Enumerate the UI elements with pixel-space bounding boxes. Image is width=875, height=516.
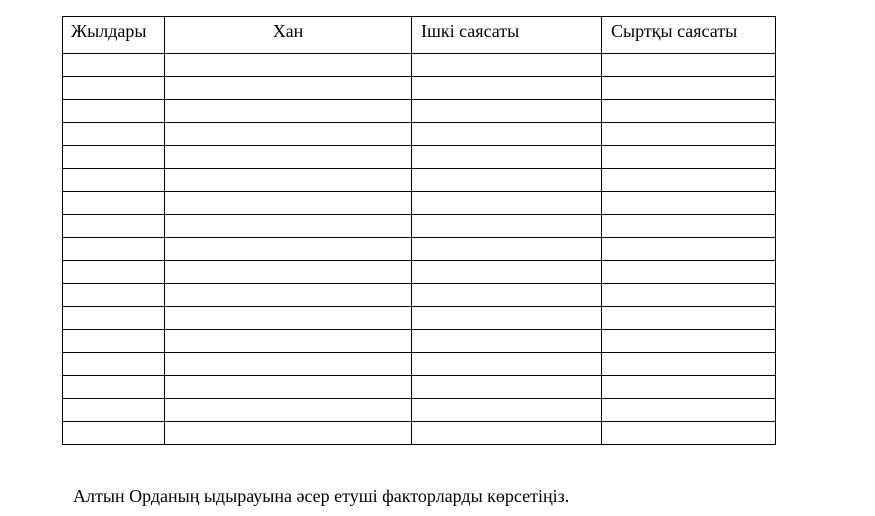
internal-policy-cell xyxy=(412,284,602,307)
khan-cell xyxy=(165,238,412,261)
table-row xyxy=(63,169,776,192)
header-external-policy: Сыртқы саясаты xyxy=(602,17,776,54)
khan-cell xyxy=(165,261,412,284)
header-khan: Хан xyxy=(165,17,412,54)
internal-policy-cell xyxy=(412,422,602,445)
internal-policy-cell xyxy=(412,261,602,284)
internal-policy-cell xyxy=(412,307,602,330)
external-policy-cell xyxy=(602,123,776,146)
table-row xyxy=(63,54,776,77)
internal-policy-cell xyxy=(412,169,602,192)
khan-cell xyxy=(165,192,412,215)
external-policy-cell xyxy=(602,307,776,330)
khan-cell xyxy=(165,307,412,330)
external-policy-cell xyxy=(602,192,776,215)
history-worksheet-table xyxy=(62,16,776,445)
table-row xyxy=(63,422,776,445)
external-policy-cell xyxy=(602,169,776,192)
internal-policy-cell xyxy=(412,100,602,123)
table-row xyxy=(63,238,776,261)
external-policy-cell xyxy=(602,215,776,238)
external-policy-cell xyxy=(602,399,776,422)
table-row xyxy=(63,192,776,215)
internal-policy-cell xyxy=(412,353,602,376)
internal-policy-cell xyxy=(412,238,602,261)
years-cell xyxy=(63,238,165,261)
table-row xyxy=(63,353,776,376)
khan-cell xyxy=(165,376,412,399)
external-policy-cell xyxy=(602,54,776,77)
table-row xyxy=(63,376,776,399)
table-row xyxy=(63,399,776,422)
table-row xyxy=(63,330,776,353)
khan-cell xyxy=(165,330,412,353)
years-cell xyxy=(63,284,165,307)
internal-policy-cell xyxy=(412,123,602,146)
external-policy-cell xyxy=(602,353,776,376)
years-cell xyxy=(63,399,165,422)
internal-policy-cell xyxy=(412,215,602,238)
external-policy-cell xyxy=(602,100,776,123)
internal-policy-cell xyxy=(412,77,602,100)
external-policy-cell xyxy=(602,376,776,399)
table-row xyxy=(63,100,776,123)
external-policy-cell xyxy=(602,422,776,445)
table-body xyxy=(63,54,776,445)
table-row xyxy=(63,261,776,284)
years-cell xyxy=(63,192,165,215)
internal-policy-cell xyxy=(412,376,602,399)
years-cell xyxy=(63,77,165,100)
internal-policy-cell xyxy=(412,146,602,169)
khan-cell xyxy=(165,123,412,146)
years-cell xyxy=(63,54,165,77)
table-row xyxy=(63,307,776,330)
khan-cell xyxy=(165,215,412,238)
khan-cell xyxy=(165,77,412,100)
khan-cell xyxy=(165,422,412,445)
years-cell xyxy=(63,215,165,238)
khan-cell xyxy=(165,146,412,169)
internal-policy-cell xyxy=(412,54,602,77)
years-cell xyxy=(63,261,165,284)
khan-cell xyxy=(165,100,412,123)
table-header-row xyxy=(63,17,776,54)
external-policy-cell xyxy=(602,238,776,261)
task-instruction: Алтын Орданың ыдырауына әсер етуші факторларды көрсетіңіз. xyxy=(73,486,570,506)
khan-cell xyxy=(165,399,412,422)
table-row xyxy=(63,146,776,169)
years-cell xyxy=(63,330,165,353)
years-cell xyxy=(63,422,165,445)
years-cell xyxy=(63,353,165,376)
years-cell xyxy=(63,123,165,146)
external-policy-cell xyxy=(602,330,776,353)
table-row xyxy=(63,215,776,238)
internal-policy-cell xyxy=(412,399,602,422)
header-years: Жылдары xyxy=(63,17,165,54)
years-cell xyxy=(63,100,165,123)
external-policy-cell xyxy=(602,284,776,307)
header-internal-policy: Ішкі саясаты xyxy=(412,17,602,54)
years-cell xyxy=(63,307,165,330)
khan-cell xyxy=(165,353,412,376)
internal-policy-cell xyxy=(412,192,602,215)
table-row xyxy=(63,123,776,146)
table-row xyxy=(63,284,776,307)
khan-cell xyxy=(165,169,412,192)
table-row xyxy=(63,77,776,100)
years-cell xyxy=(63,376,165,399)
years-cell xyxy=(63,169,165,192)
external-policy-cell xyxy=(602,77,776,100)
khan-cell xyxy=(165,284,412,307)
external-policy-cell xyxy=(602,261,776,284)
khan-cell xyxy=(165,54,412,77)
external-policy-cell xyxy=(602,146,776,169)
internal-policy-cell xyxy=(412,330,602,353)
years-cell xyxy=(63,146,165,169)
